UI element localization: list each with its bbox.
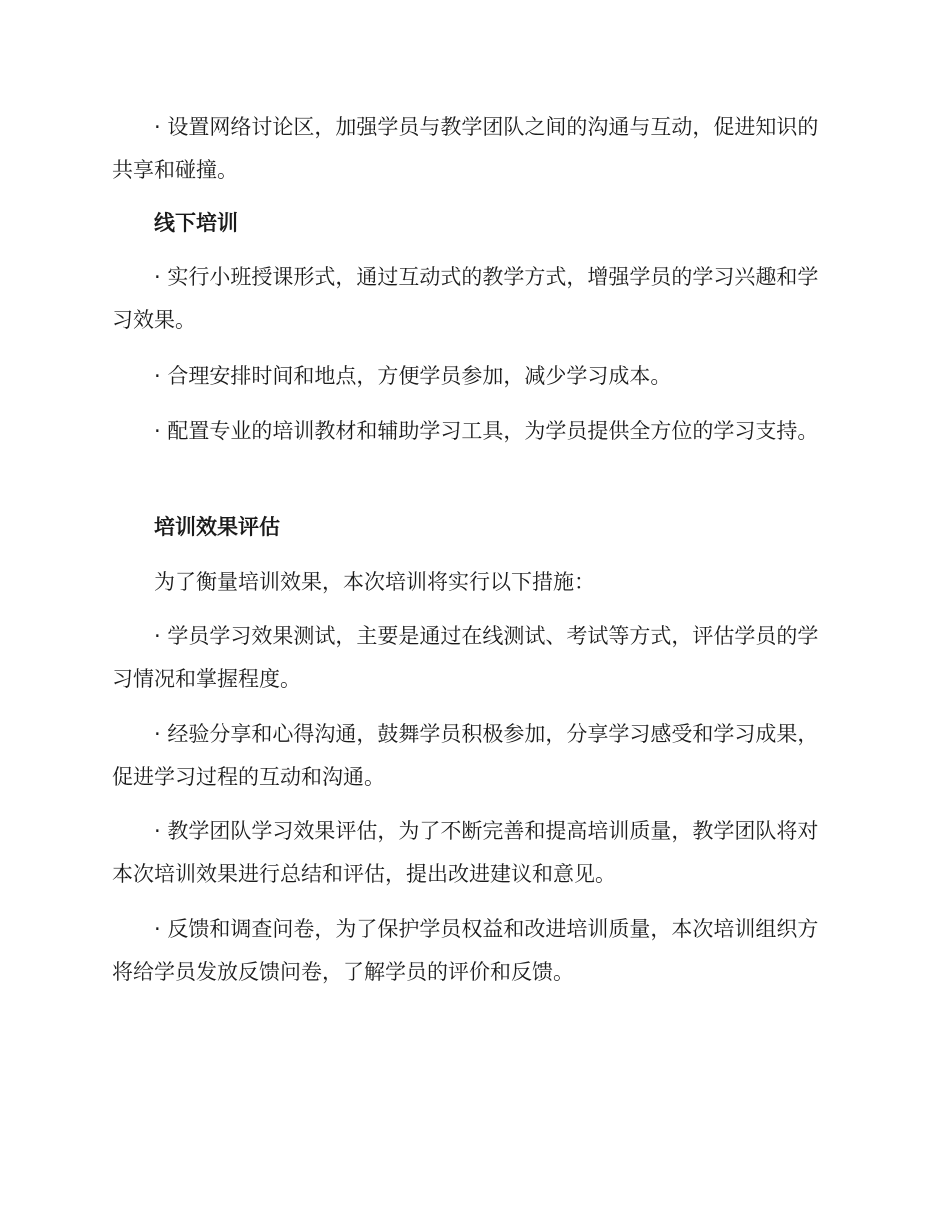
section-heading-offline-training: 线下培训 xyxy=(154,211,238,235)
bullet-paragraph: · 设置网络讨论区，加强学员与教学团队之间的沟通与互动，促进知识的共享和碰撞。 xyxy=(112,115,819,182)
bullet-paragraph: · 实行小班授课形式，通过互动式的教学方式，增强学员的学习兴趣和学习效果。 xyxy=(112,265,819,332)
bullet-paragraph: · 学员学习效果测试，主要是通过在线测试、考试等方式，评估学员的学习情况和掌握程度。 xyxy=(112,624,819,691)
intro-paragraph: 为了衡量培训效果，本次培训将实行以下措施： xyxy=(154,570,595,594)
bullet-paragraph: · 合理安排时间和地点，方便学员参加，减少学习成本。 xyxy=(154,364,672,388)
section-heading-evaluation: 培训效果评估 xyxy=(154,515,280,539)
bullet-paragraph: · 经验分享和心得沟通，鼓舞学员积极参加，分享学习感受和学习成果，促进学习过程的互动和沟通。 xyxy=(112,722,819,789)
bullet-paragraph: · 教学团队学习效果评估，为了不断完善和提高培训质量，教学团队将对本次培训效果进行总结和评估，提出改进建议和意见。 xyxy=(112,819,819,886)
bullet-paragraph: · 反馈和调查问卷，为了保护学员权益和改进培训质量，本次培训组织方将给学员发放反馈问卷，了解学员的评价和反馈。 xyxy=(112,917,819,984)
bullet-paragraph: · 配置专业的培训教材和辅助学习工具，为学员提供全方位的学习支持。 xyxy=(154,419,819,443)
